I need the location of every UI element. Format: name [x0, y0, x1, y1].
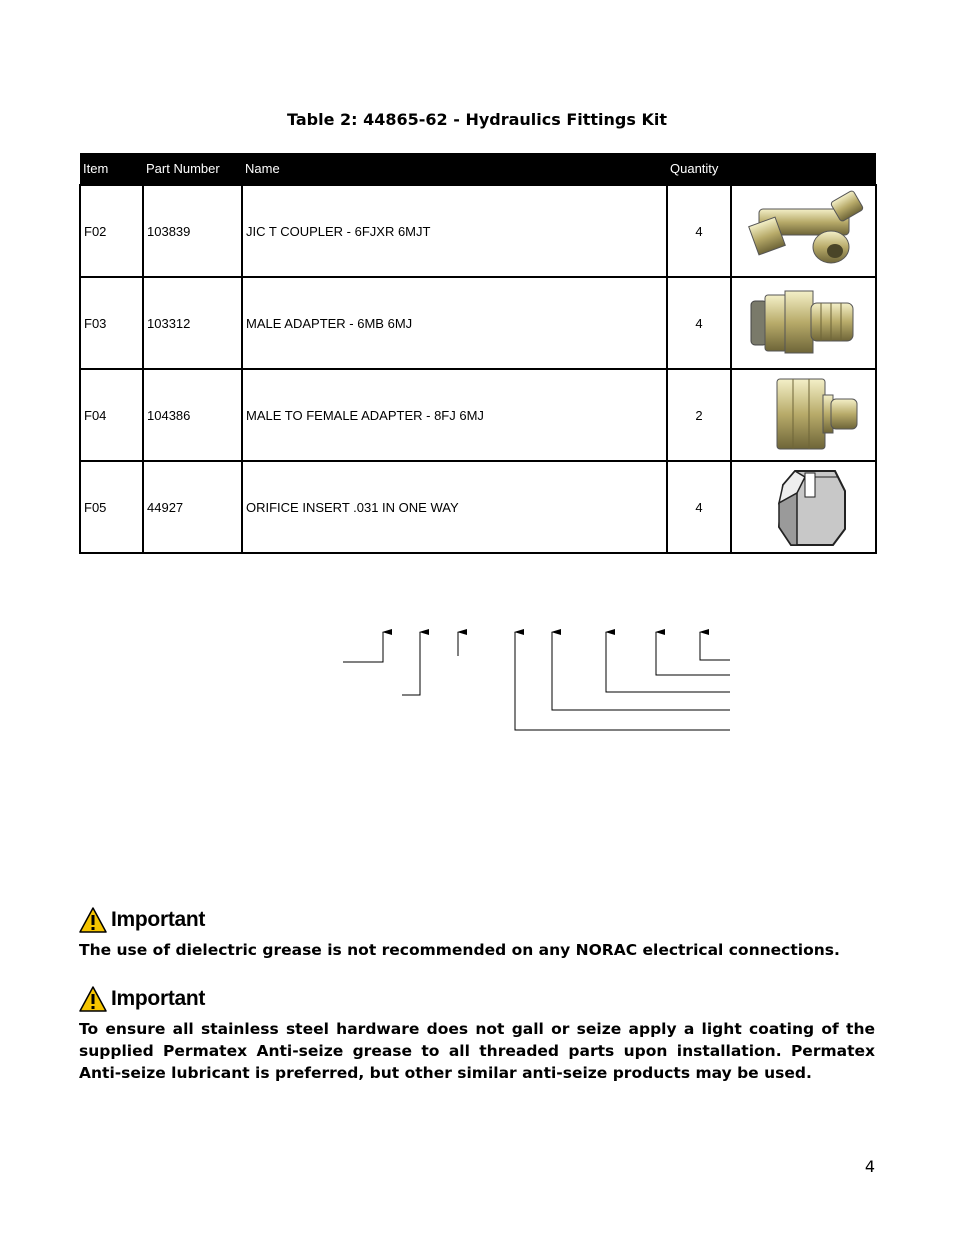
cell-quantity: 4 [667, 277, 731, 369]
cell-quantity: 2 [667, 369, 731, 461]
cell-part-number: 104386 [143, 369, 242, 461]
callout-diagram [330, 620, 740, 740]
cell-part-number: 44927 [143, 461, 242, 553]
callout-arrow-6 [606, 632, 730, 692]
table-row [80, 185, 876, 277]
notice-body: To ensure all stainless steel hardware does not gall or seize apply a light coating of the supplied Permatex Anti-seize grease to all threaded parts upon installation. Permatex Anti-seize lubricant is preferred, but other similar anti-seize products may be used. [79, 1020, 875, 1082]
male-adapter-fitting [739, 279, 869, 365]
cell-name: JIC T COUPLER - 6FJXR 6MJT [242, 185, 667, 277]
cell-part-number: 103312 [143, 277, 242, 369]
cell-name: MALE ADAPTER - 6MB 6MJ [242, 277, 667, 369]
cell-item: F03 [80, 277, 143, 369]
important-notice [79, 984, 875, 1084]
notice-header [79, 984, 875, 1014]
callout-arrow-7 [656, 632, 730, 675]
header-quantity: Quantity [667, 153, 731, 185]
header-image [731, 153, 876, 185]
header-item: Item [80, 153, 143, 185]
notice-body: The use of dielectric grease is not recommended on any NORAC electrical connections. [79, 941, 840, 959]
cell-item: F04 [80, 369, 143, 461]
cell-image [731, 461, 876, 553]
table-header-row [80, 153, 876, 185]
table-row [80, 369, 876, 461]
callout-arrow-8 [700, 632, 730, 660]
callout-arrow-2 [402, 632, 420, 695]
cell-item: F02 [80, 185, 143, 277]
callout-arrow-5 [552, 632, 730, 710]
warning-icon [79, 986, 107, 1012]
header-name: Name [242, 153, 667, 185]
cell-image [731, 369, 876, 461]
cell-image [731, 185, 876, 277]
cell-image [731, 277, 876, 369]
orifice-insert [739, 463, 869, 549]
table-caption: Table 2: 44865-62 - Hydraulics Fittings Kit [286, 110, 668, 129]
page-number: 4 [864, 1157, 875, 1176]
callout-arrow-4 [515, 632, 730, 730]
cell-part-number: 103839 [143, 185, 242, 277]
notice-title: Important [111, 908, 206, 931]
table-row [80, 277, 876, 369]
notice-title: Important [111, 987, 206, 1010]
notice-header [79, 905, 875, 935]
tee-coupler-fitting [739, 187, 869, 273]
cell-quantity: 4 [667, 461, 731, 553]
table-row [80, 461, 876, 553]
important-notice [79, 905, 875, 961]
cell-quantity: 4 [667, 185, 731, 277]
cell-name: ORIFICE INSERT .031 IN ONE WAY [242, 461, 667, 553]
male-female-adapter-fitting [739, 371, 869, 457]
callout-arrow-1 [343, 632, 383, 662]
cell-name: MALE TO FEMALE ADAPTER - 8FJ 6MJ [242, 369, 667, 461]
header-part-number: Part Number [143, 153, 242, 185]
warning-icon [79, 907, 107, 933]
cell-item: F05 [80, 461, 143, 553]
parts-table [79, 153, 877, 554]
